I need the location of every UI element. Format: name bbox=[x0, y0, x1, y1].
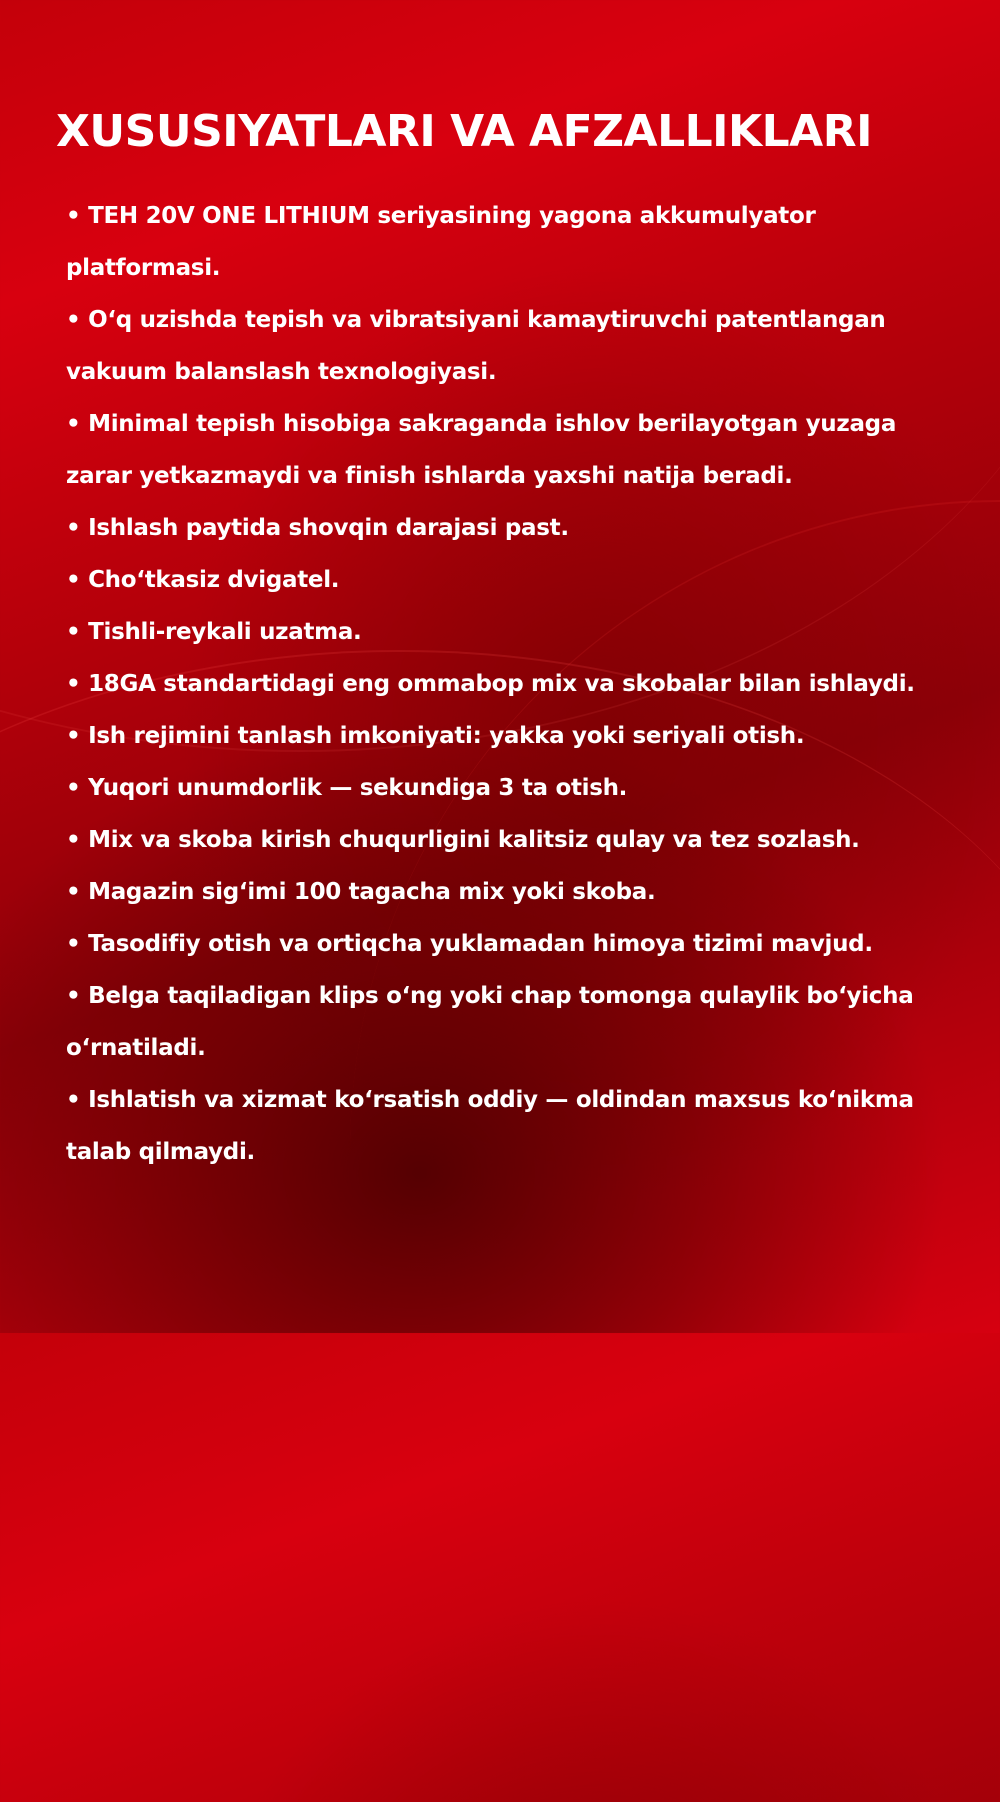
feature-item: • Minimal tepish hisobiga sakraganda ishlov berilayotgan yuzaga zarar yetkazmaydi va finish ishlarda yaxshi natija beradi. bbox=[66, 411, 897, 489]
feature-item: • Ishlatish va xizmat ko‘rsatish oddiy — oldindan maxsus ko‘nikma talab qilmaydi. bbox=[66, 1087, 914, 1165]
feature-item: • Tasodifiy otish va ortiqcha yuklamadan himoya tizimi mavjud. bbox=[66, 931, 873, 957]
feature-item: • Ishlash paytida shovqin darajasi past. bbox=[66, 515, 569, 541]
feature-item: • Cho‘tkasiz dvigatel. bbox=[66, 567, 340, 593]
feature-item: • Ish rejimini tanlash imkoniyati: yakka yoki seriyali otish. bbox=[66, 723, 805, 749]
feature-item: • Mix va skoba kirish chuqurligini kalitsiz qulay va tez sozlash. bbox=[66, 827, 860, 853]
feature-item: • Belga taqiladigan klips o‘ng yoki chap tomonga qulaylik bo‘yicha o‘rnatiladi. bbox=[66, 983, 914, 1061]
features-list bbox=[66, 190, 946, 1178]
feature-item: • Magazin sig‘imi 100 tagacha mix yoki skoba. bbox=[66, 879, 656, 905]
feature-item: • Tishli-reykali uzatma. bbox=[66, 619, 362, 645]
feature-item: • TEH 20V ONE LITHIUM seriyasining yagona akkumulyator platformasi. bbox=[66, 203, 816, 281]
feature-item: • Yuqori unumdorlik — sekundiga 3 ta otish. bbox=[66, 775, 628, 801]
page-title: XUSUSIYATLARI VA AFZALLIKLARI bbox=[56, 106, 872, 157]
feature-item: • O‘q uzishda tepish va vibratsiyani kamaytiruvchi patentlangan vakuum balanslash texnologiyasi. bbox=[66, 307, 886, 385]
feature-item: • 18GA standartidagi eng ommabop mix va skobalar bilan ishlaydi. bbox=[66, 671, 915, 697]
